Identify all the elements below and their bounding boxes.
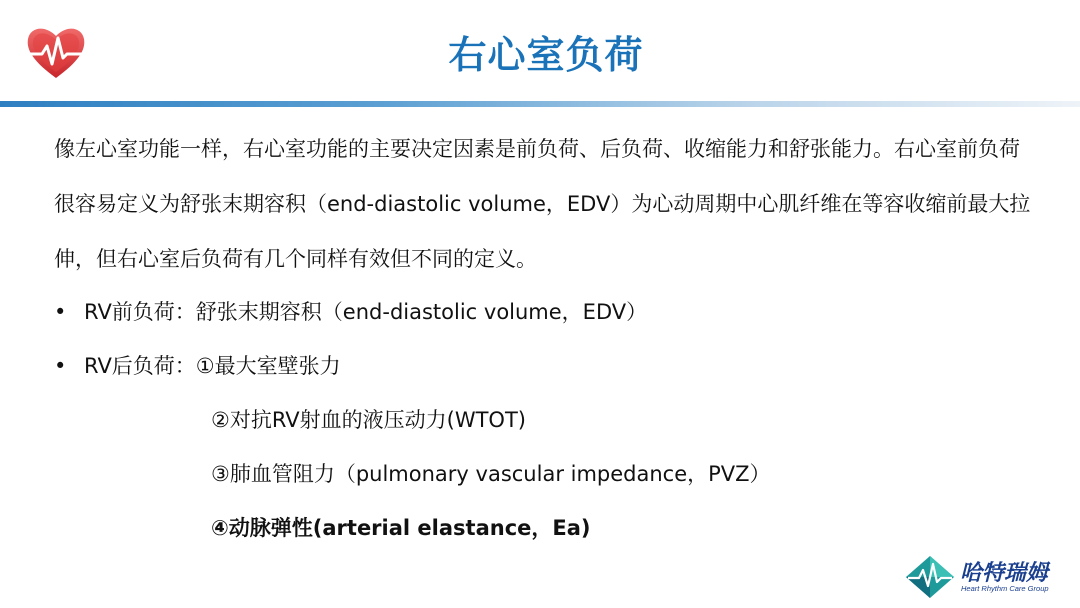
bullet-text: RV后负荷：①最大室壁张力: [84, 354, 341, 378]
bullet-text: RV前负荷：舒张末期容积（end-diastolic volume，EDV）: [84, 300, 648, 324]
header-divider: [0, 101, 1080, 107]
intro-paragraph: 像左心室功能一样，右心室功能的主要决定因素是前负荷、后负荷、收缩能力和舒张能力。右心室前负荷很容易定义为舒张末期容积（end-diastolic volume，EDV）为心动周期中心肌纤维在等容收缩前最大拉伸，但右心室后负荷有几个同样有效但不同的定义。: [54, 137, 1031, 271]
afterload-sub-item: ②对抗RV射血的液压动力(WTOT): [211, 408, 526, 432]
brand-subtitle: Heart Rhythm Care Group: [961, 584, 1049, 593]
brand-logo: [904, 552, 1074, 602]
bullet-item: [54, 350, 341, 382]
bullet-icon: •: [54, 354, 67, 378]
diamond-ecg-icon: [904, 554, 956, 600]
afterload-sub-item: ③肺血管阻力（pulmonary vascular impedance，PVZ）: [211, 462, 771, 486]
afterload-sub-item: ④动脉弹性(arterial elastance，Ea): [211, 516, 591, 540]
bullet-icon: •: [54, 300, 67, 324]
page-title: 右心室负荷: [448, 33, 644, 77]
bullet-item: [54, 296, 647, 328]
brand-name: 哈特瑞姆: [960, 561, 1049, 586]
